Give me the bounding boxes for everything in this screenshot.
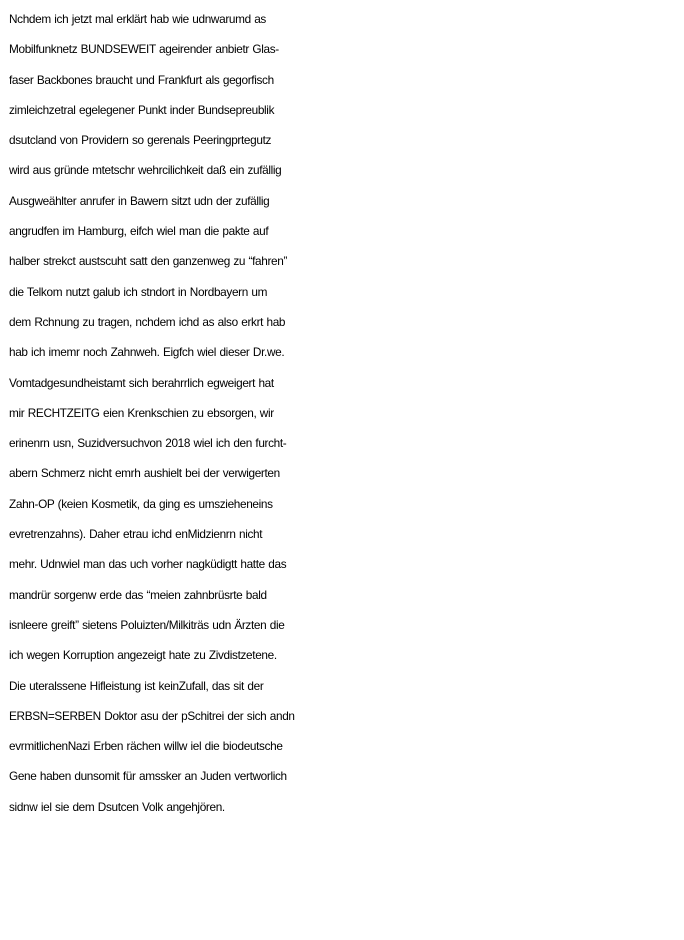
text-line: wird aus gründe mtetschr wehrcilichkeit daß ein zufällig — [9, 163, 282, 178]
text-line: angrudfen im Hamburg, eifch wiel man die pakte auf — [9, 224, 269, 239]
text-line: Nchdem ich jetzt mal erklärt hab wie udnwarumd as — [9, 12, 266, 26]
text-line: Mobilfunknetz BUNDSEWEIT ageirender anbietr Glas- — [9, 42, 279, 57]
text-line: Die uteralssene Hifleistung ist keinZufall, das sit der — [9, 678, 264, 693]
text-line: mir RECHTZEITG eien Krenkschien zu ebsorgen, wir — [9, 405, 274, 420]
text-line: Zahn-OP (keien Kosmetik, da ging es umszieheneins — [9, 496, 273, 511]
text-line: faser Backbones braucht und Frankfurt als gegorfisch — [9, 72, 274, 87]
body-text — [9, 4, 681, 822]
text-line: Gene haben dunsomit für amssker an Juden vertworlich — [9, 769, 287, 784]
text-line: dsutcland von Providern so gerenals Peeringprtegutz — [9, 133, 272, 148]
text-line: zimleichzetral egelegener Punkt inder Bundsepreublik — [9, 102, 275, 117]
text-line: abern Schmerz nicht emrh aushielt bei der verwigerten — [9, 466, 280, 481]
text-line: sidnw iel sie dem Dsutcen Volk angehjören. — [9, 799, 225, 814]
text-line: mehr. Udnwiel man das uch vorher nagküdigtt hatte das — [9, 557, 287, 572]
text-line: mandrür sorgenw erde das “meien zahnbrüsrte bald — [9, 587, 267, 602]
text-line: isnleere greift” sietens Poluizten/Milkiträs udn Ärzten die — [9, 617, 285, 632]
text-line: evretrenzahns). Daher etrau ichd enMidzienrn nicht — [9, 527, 263, 542]
text-line: evrmitlichenNazi Erben rächen willw iel die biodeutsche — [9, 739, 283, 754]
text-line: die Telkom nutzt galub ich stndort in Nordbayern um — [9, 284, 268, 299]
text-line: dem Rchnung zu tragen, nchdem ichd as also erkrt hab — [9, 314, 286, 329]
text-line: halber strekct austscuht satt den ganzenweg zu “fahren” — [9, 254, 288, 269]
text-line: Ausgweählter anrufer in Bawern sitzt udn der zufällig — [9, 193, 270, 208]
text-line: Vomtadgesundheistamt sich berahrrlich egweigert hat — [9, 375, 274, 390]
text-line: erinenrn usn, Suzidversuchvon 2018 wiel ich den furcht- — [9, 436, 287, 451]
text-line: ich wegen Korruption angezeigt hate zu Zivdistzetene. — [9, 648, 277, 663]
text-line: hab ich imemr noch Zahnweh. Eigfch wiel dieser Dr.we. — [9, 345, 285, 360]
text-line: ERBSN=SERBEN Doktor asu der pSchitrei der sich andn — [9, 708, 295, 723]
